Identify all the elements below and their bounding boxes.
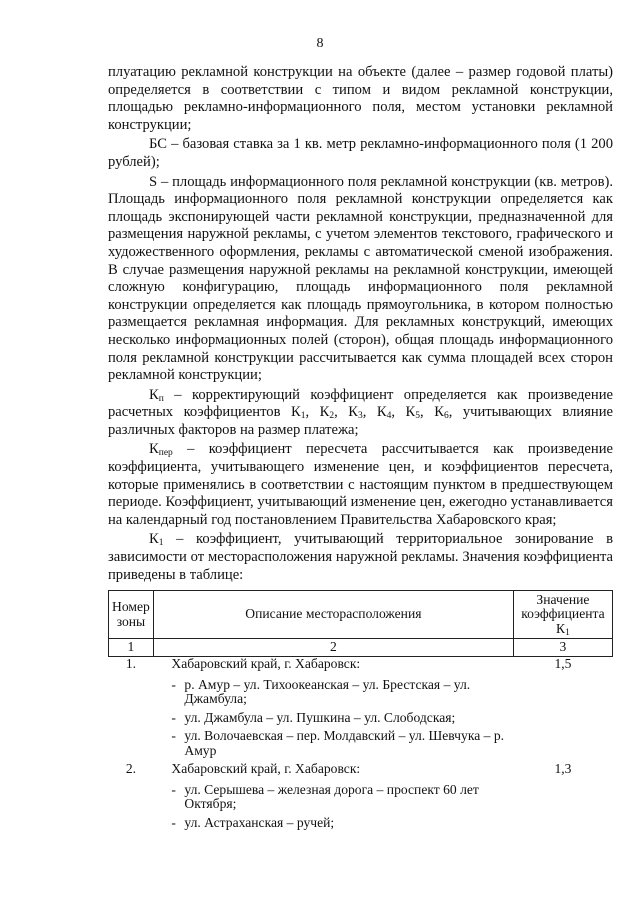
k1-factor-sub: 1 [300, 411, 306, 422]
k4-factor-sub: 4 [386, 411, 392, 422]
table-row [109, 762, 613, 834]
body-text [108, 64, 613, 584]
factor-separator: , К [305, 404, 330, 421]
paragraph-area: S – площадь информационного поля рекламной конструкции (кв. метров). Площадь информационного поля рекламной конструкции определяется как площадь экспонирующей части рекламной конструкции, предназначенной для размещения наружной рекламы, с учетом элементов текстового, графического и художественного оформления, рекламы с автоматической сменой изображения. В случае размещения наружной рекламы на рекламной конструкции, имеющей сложную конфигурацию, площадь информационного поля рекламной конструкции определяется как площадь прямоугольника, в котором полностью размещается рекламная информация. Для рекламных конструкций, имеющих несколько информационных полей (сторон), общая площадь информационного поля рекламной конструкции рассчитывается как сумма площадей всех сторон рекламной конструкции; [108, 173, 613, 384]
table-row [109, 657, 613, 763]
paragraph-kp [108, 387, 613, 440]
header-zone-number: Номер зоны [109, 591, 154, 639]
factor-separator: , К [334, 404, 359, 421]
header-coefficient-symbol: К [556, 620, 566, 636]
zone-coefficient-value: 1,3 [554, 761, 572, 776]
k1-symbol: К [149, 531, 159, 548]
factor-separator: , К [391, 404, 416, 421]
street-list [171, 678, 510, 759]
column-number: 3 [513, 639, 612, 657]
kp-subscript: п [158, 393, 164, 404]
column-number: 2 [153, 639, 513, 657]
paragraph-base-rate: БС – базовая ставка за 1 кв. метр рекламно-информационного поля (1 200 рублей); [108, 136, 613, 170]
header-coefficient-subscript: 1 [565, 627, 570, 638]
kper-text: – коэффициент пересчета рассчитывается как произведение коэффициента, учитывающего изменение цен, и коэффициентов пересчета, которые применялись в соответствии с настоящим пунктом в предшествующем периоде. Коэффициент, учитывающий изменение цен, ежегодно устанавливается на календарный год постановлением Правительства Хабаровского края; [108, 441, 613, 528]
k3-factor-sub: 3 [358, 411, 363, 422]
table-header-row [109, 591, 613, 639]
zone-title: Хабаровский край, г. Хабаровск: [171, 761, 361, 776]
column-number: 1 [109, 639, 154, 657]
list-item: - ул. Астраханская – ручей; [171, 816, 510, 831]
kper-subscript: пер [158, 448, 173, 459]
list-item: - ул. Волочаевская – пер. Молдавский – ул. Шевчука – р. Амур [171, 729, 510, 758]
zone-description [153, 762, 513, 834]
list-item: - р. Амур – ул. Тихоокеанская – ул. Брестская – ул. Джамбула; [171, 678, 510, 707]
table-column-number-row [109, 639, 613, 657]
zone-coefficient-value: 1,5 [554, 656, 572, 671]
factor-separator: , К [362, 404, 387, 421]
header-coefficient-value [513, 591, 612, 639]
page-number: 8 [316, 36, 324, 51]
paragraph-size-definition: плуатацию рекламной конструкции на объекте (далее – размер годовой платы) определяется в соответствии с типом и видом рекламной конструкции, площадью рекламно-информационного поля, местом установки рекламной конструкции; [108, 64, 613, 133]
header-location-description: Описание месторасположения [153, 591, 513, 639]
list-item: - ул. Серышева – железная дорога – проспект 60 лет Октября; [171, 783, 510, 812]
kp-symbol: К [149, 386, 159, 403]
zone-number: 2. [125, 761, 137, 776]
k5-factor-sub: 5 [415, 411, 421, 422]
coefficient-table [108, 590, 613, 834]
k1-text: – коэффициент, учитывающий территориальное зонирование в зависимости от месторасположения наружной рекламы. Значения коэффициента приведены в таблице: [108, 531, 613, 583]
k6-factor-sub: 6 [443, 411, 449, 422]
k2-factor-sub: 2 [329, 411, 335, 422]
kp-text-b: , учитывающих влияние различных факторов на размер платежа; [108, 404, 614, 438]
factor-separator: , К [420, 404, 444, 421]
header-coefficient-label: Значение коэффициента [521, 591, 605, 622]
paragraph-k1 [108, 531, 613, 584]
list-item: - ул. Джамбула – ул. Пушкина – ул. Слободская; [171, 711, 510, 726]
zone-title: Хабаровский край, г. Хабаровск: [171, 656, 361, 671]
zone-description [153, 657, 513, 763]
paragraph-kper [108, 441, 613, 529]
street-list [171, 783, 510, 831]
kper-symbol: К [149, 441, 159, 458]
kp-text-a: – корректирующий коэффициент определяется как произведение расчетных коэффициентов К [108, 386, 613, 421]
zone-number: 1. [125, 656, 137, 671]
k1-subscript: 1 [158, 538, 164, 549]
